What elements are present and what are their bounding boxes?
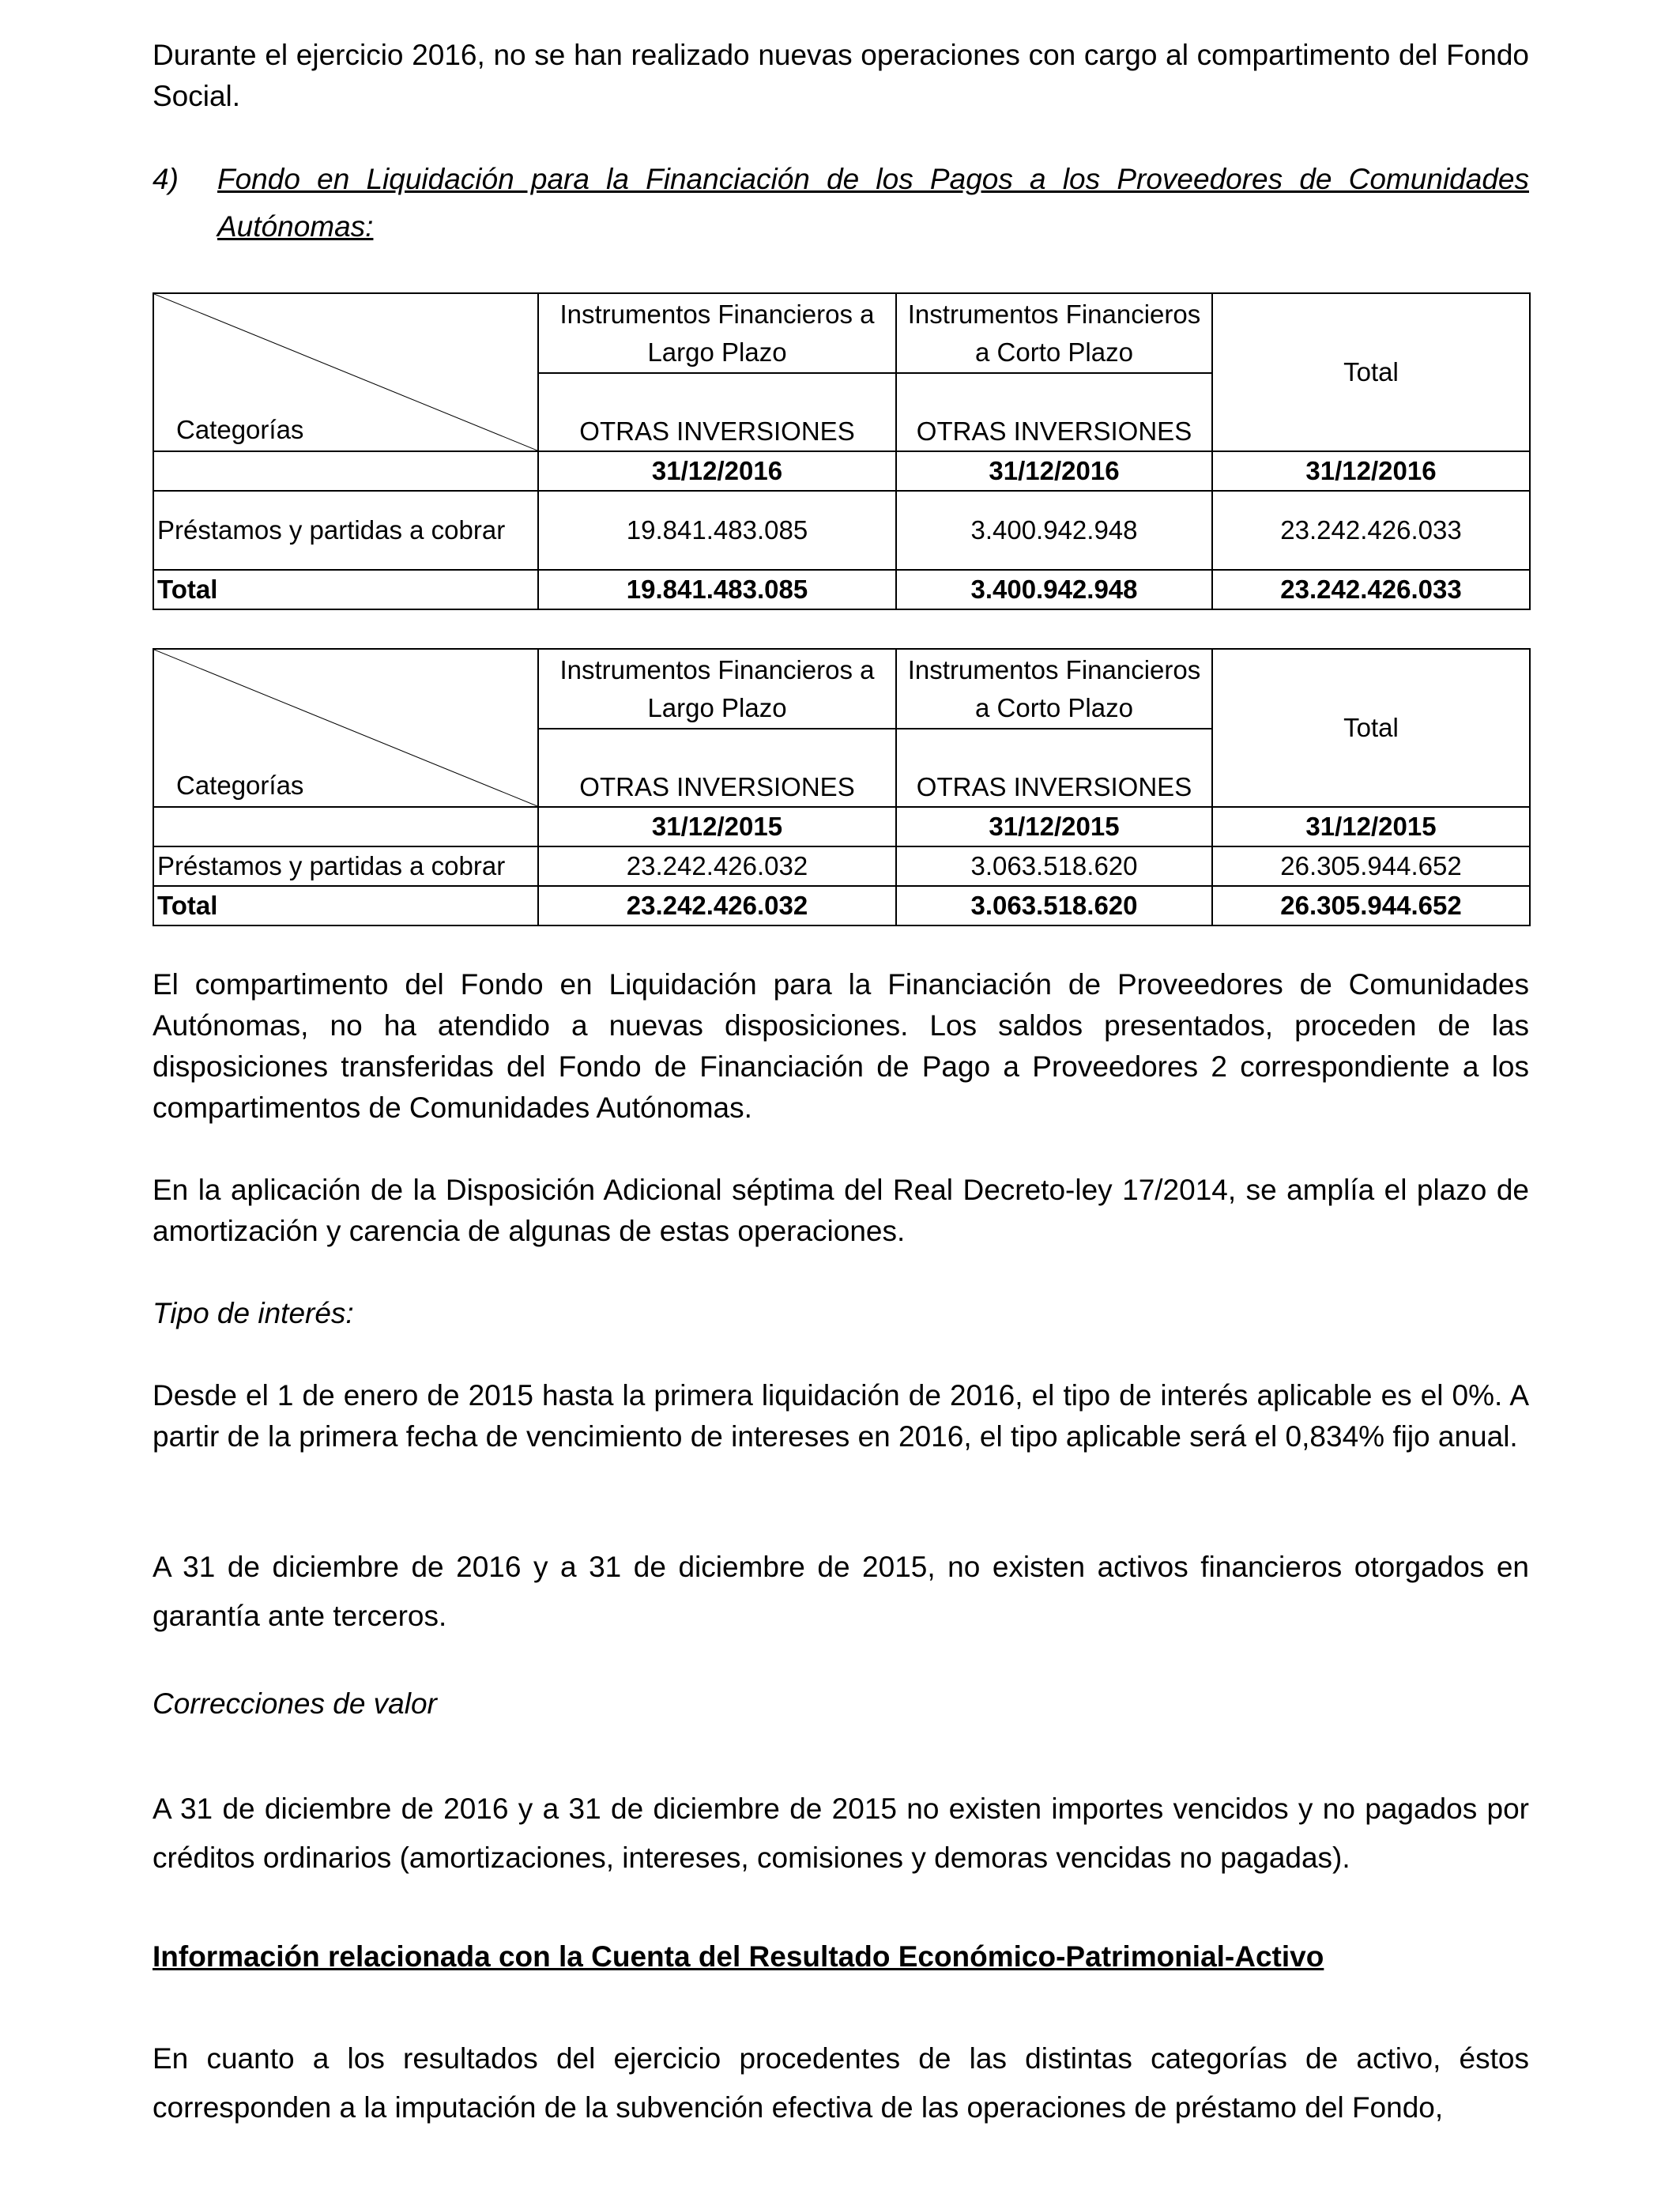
date-cell: 31/12/2016 xyxy=(896,451,1212,491)
col-sub-largo: OTRAS INVERSIONES xyxy=(538,729,896,807)
correcciones-heading: Correcciones de valor xyxy=(153,1687,437,1720)
row-value: 23.242.426.033 xyxy=(1212,491,1530,570)
row-label: Préstamos y partidas a cobrar xyxy=(153,846,538,886)
date-cell: 31/12/2015 xyxy=(538,807,896,846)
table-2015 xyxy=(153,648,1531,926)
date-cell: 31/12/2015 xyxy=(1212,807,1530,846)
col-header-total: Total xyxy=(1212,649,1530,807)
table-total-row xyxy=(153,886,1530,925)
row-value: 3.400.942.948 xyxy=(896,491,1212,570)
row-value: 23.242.426.032 xyxy=(538,846,896,886)
total-value: 3.400.942.948 xyxy=(896,570,1212,609)
col-header-corto: Instrumentos Financieros a Corto Plazo xyxy=(896,293,1212,373)
row-label: Préstamos y partidas a cobrar xyxy=(153,491,538,570)
resultados-paragraph: En cuanto a los resultados del ejercicio procedentes de las distintas categorías de activo, éstos corresponden a la imputación de la subvención efectiva de las operaciones de préstamo del Fondo, xyxy=(153,2042,1529,2124)
section-number: 4) xyxy=(153,163,179,195)
table-2016 xyxy=(153,292,1531,610)
corner-label: Categorías xyxy=(176,771,304,800)
col-sub-corto: OTRAS INVERSIONES xyxy=(896,729,1212,807)
corner-label: Categorías xyxy=(176,415,304,444)
total-label: Total xyxy=(153,886,538,925)
section-title: Fondo en Liquidación para la Financiación de los Pagos a los Proveedores de Comunidades Autónomas: xyxy=(217,163,1529,243)
row-value: 19.841.483.085 xyxy=(538,491,896,570)
date-cell: 31/12/2016 xyxy=(538,451,896,491)
table-total-row xyxy=(153,570,1530,609)
col-header-largo: Instrumentos Financieros a Largo Plazo xyxy=(538,293,896,373)
total-value: 26.305.944.652 xyxy=(1212,886,1530,925)
col-header-total: Total xyxy=(1212,293,1530,451)
intro-paragraph: Durante el ejercicio 2016, no se han realizado nuevas operaciones con cargo al compartimento del Fondo Social. xyxy=(153,39,1529,112)
info-heading: Información relacionada con la Cuenta del Resultado Económico-Patrimonial-Activo xyxy=(153,1940,1324,1973)
table-corner-cell xyxy=(153,293,538,451)
table-row xyxy=(153,846,1530,886)
date-cell: 31/12/2015 xyxy=(896,807,1212,846)
row-value: 3.063.518.620 xyxy=(896,846,1212,886)
table-row xyxy=(153,491,1530,570)
total-value: 23.242.426.033 xyxy=(1212,570,1530,609)
col-header-largo: Instrumentos Financieros a Largo Plazo xyxy=(538,649,896,729)
compartimento-paragraph: El compartimento del Fondo en Liquidación para la Financiación de Proveedores de Comunidades Autónomas, no ha atendido a nuevas disposiciones. Los saldos presentados, proceden de las disposiciones transferidas del Fondo de Financiación de Pago a Proveedores 2 correspondiente a los compartimentos de Comunidades Autónomas. xyxy=(153,968,1529,1124)
col-header-corto: Instrumentos Financieros a Corto Plazo xyxy=(896,649,1212,729)
total-value: 3.063.518.620 xyxy=(896,886,1212,925)
total-value: 23.242.426.032 xyxy=(538,886,896,925)
vencidos-paragraph: A 31 de diciembre de 2016 y a 31 de diciembre de 2015 no existen importes vencidos y no pagados por créditos ordinarios (amortizaciones, intereses, comisiones y demoras vencidas no pagadas). xyxy=(153,1793,1529,1874)
row-value: 26.305.944.652 xyxy=(1212,846,1530,886)
total-value: 19.841.483.085 xyxy=(538,570,896,609)
total-label: Total xyxy=(153,570,538,609)
disposicion-paragraph: En la aplicación de la Disposición Adicional séptima del Real Decreto-ley 17/2014, se amplía el plazo de amortización y carencia de algunas de estas operaciones. xyxy=(153,1174,1529,1247)
interes-paragraph: Desde el 1 de enero de 2015 hasta la primera liquidación de 2016, el tipo de interés aplicable es el 0%. A partir de la primera fecha de vencimiento de intereses en 2016, el tipo aplicable será el 0,834% fijo anual. xyxy=(153,1379,1529,1453)
garantia-paragraph: A 31 de diciembre de 2016 y a 31 de diciembre de 2015, no existen activos financieros otorgados en garantía ante terceros. xyxy=(153,1551,1529,1632)
date-empty-cell xyxy=(153,451,538,491)
date-cell: 31/12/2016 xyxy=(1212,451,1530,491)
col-sub-largo: OTRAS INVERSIONES xyxy=(538,373,896,451)
date-empty-cell xyxy=(153,807,538,846)
interes-heading: Tipo de interés: xyxy=(153,1297,354,1329)
col-sub-corto: OTRAS INVERSIONES xyxy=(896,373,1212,451)
table-corner-cell xyxy=(153,649,538,807)
